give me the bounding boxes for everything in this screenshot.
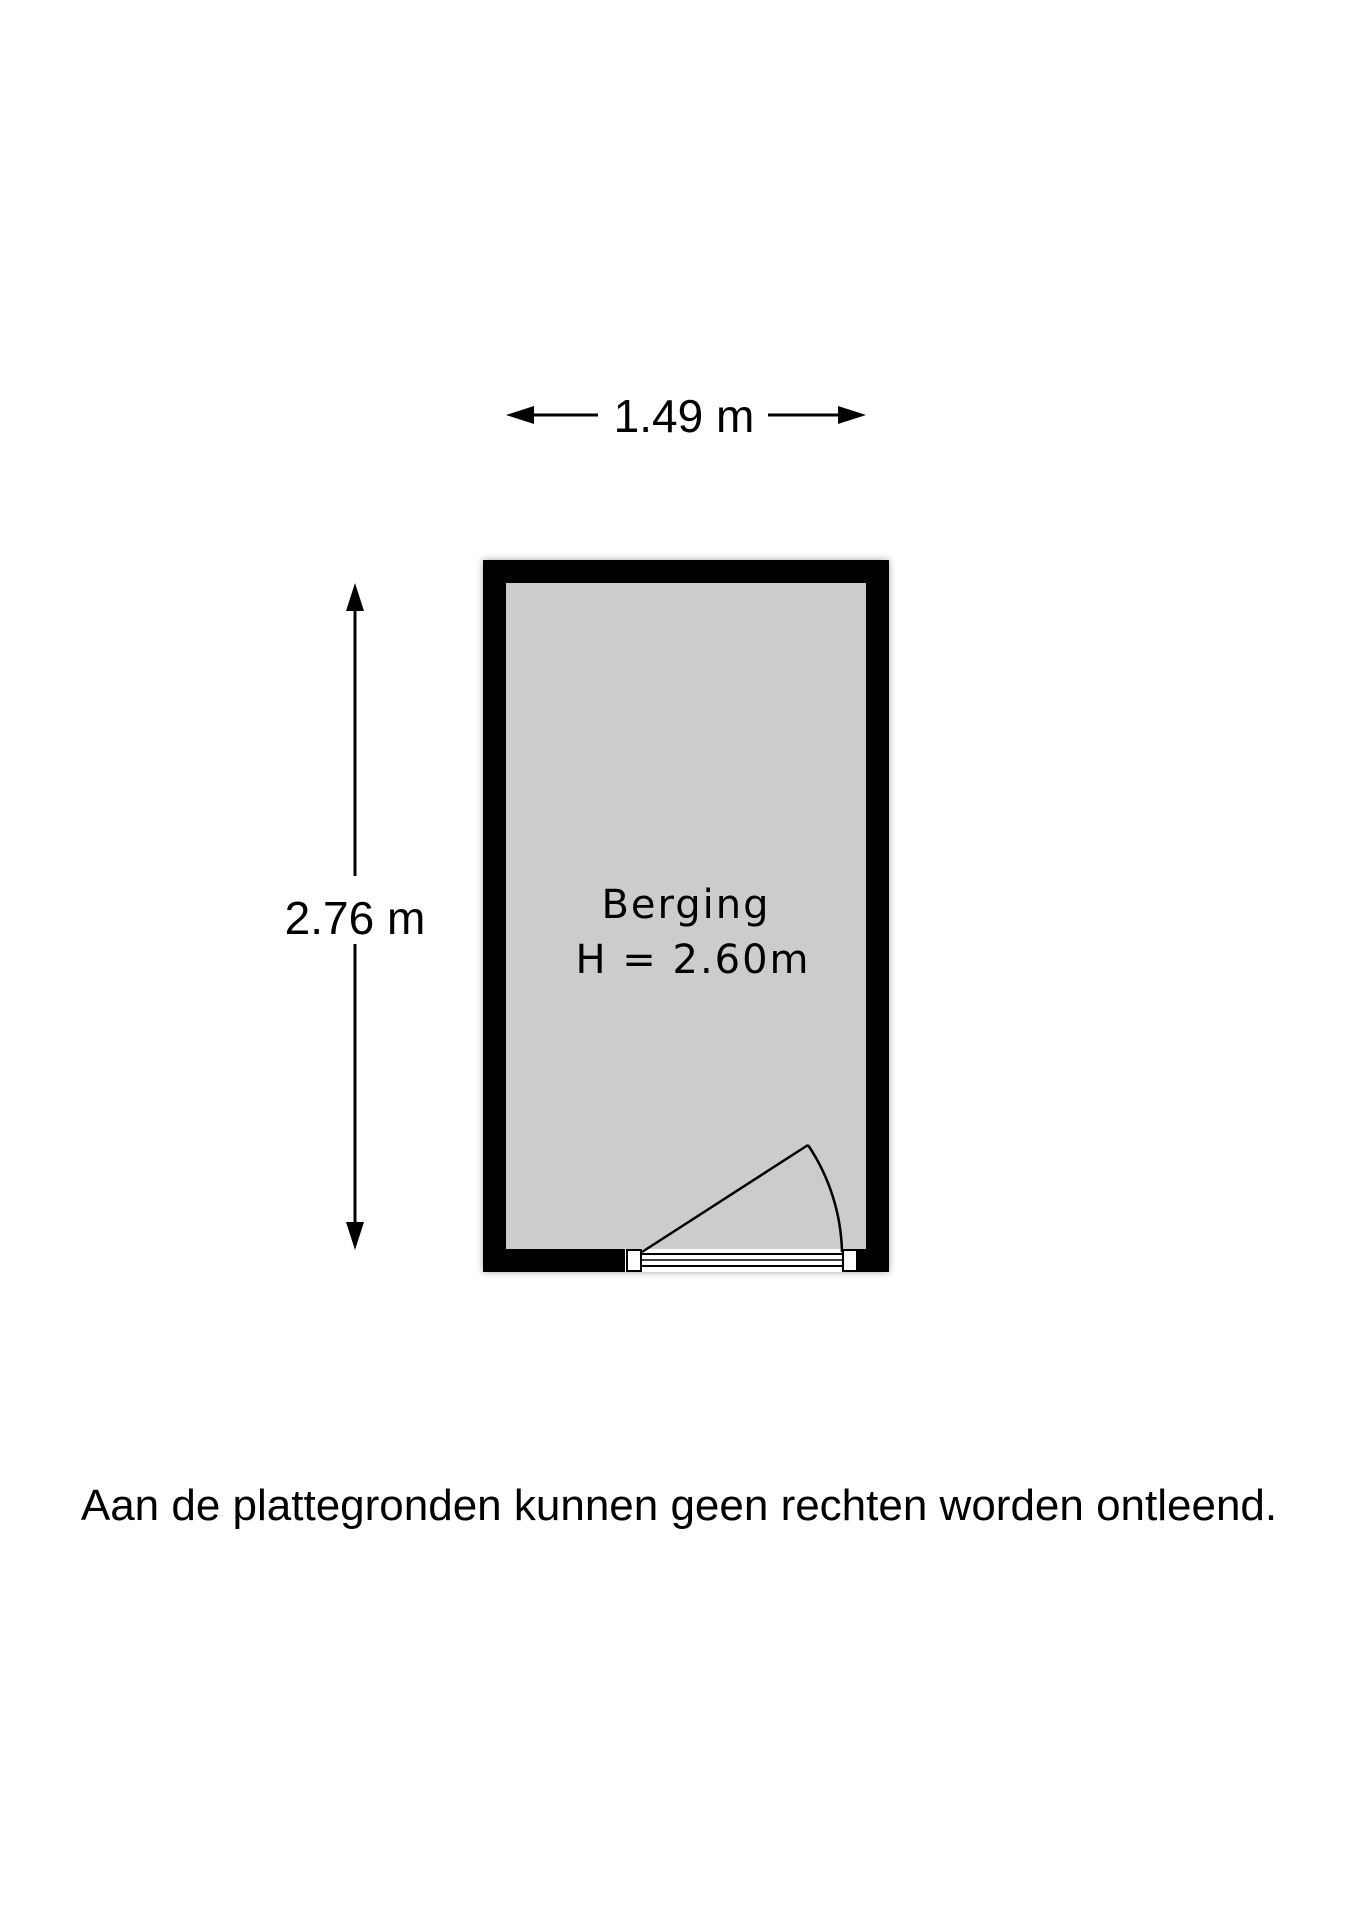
room-name: Berging <box>601 882 771 928</box>
width-dimension <box>506 390 866 442</box>
room-ceiling-height: H = 2.60m <box>575 937 811 983</box>
height-dimension <box>285 583 426 1250</box>
disclaimer-text: Aan de plattegronden kunnen geen rechten worden ontleend. <box>80 1481 1278 1530</box>
room-berging <box>483 560 889 1272</box>
height-label: 2.76 m <box>284 892 426 944</box>
width-label: 1.49 m <box>613 390 755 442</box>
